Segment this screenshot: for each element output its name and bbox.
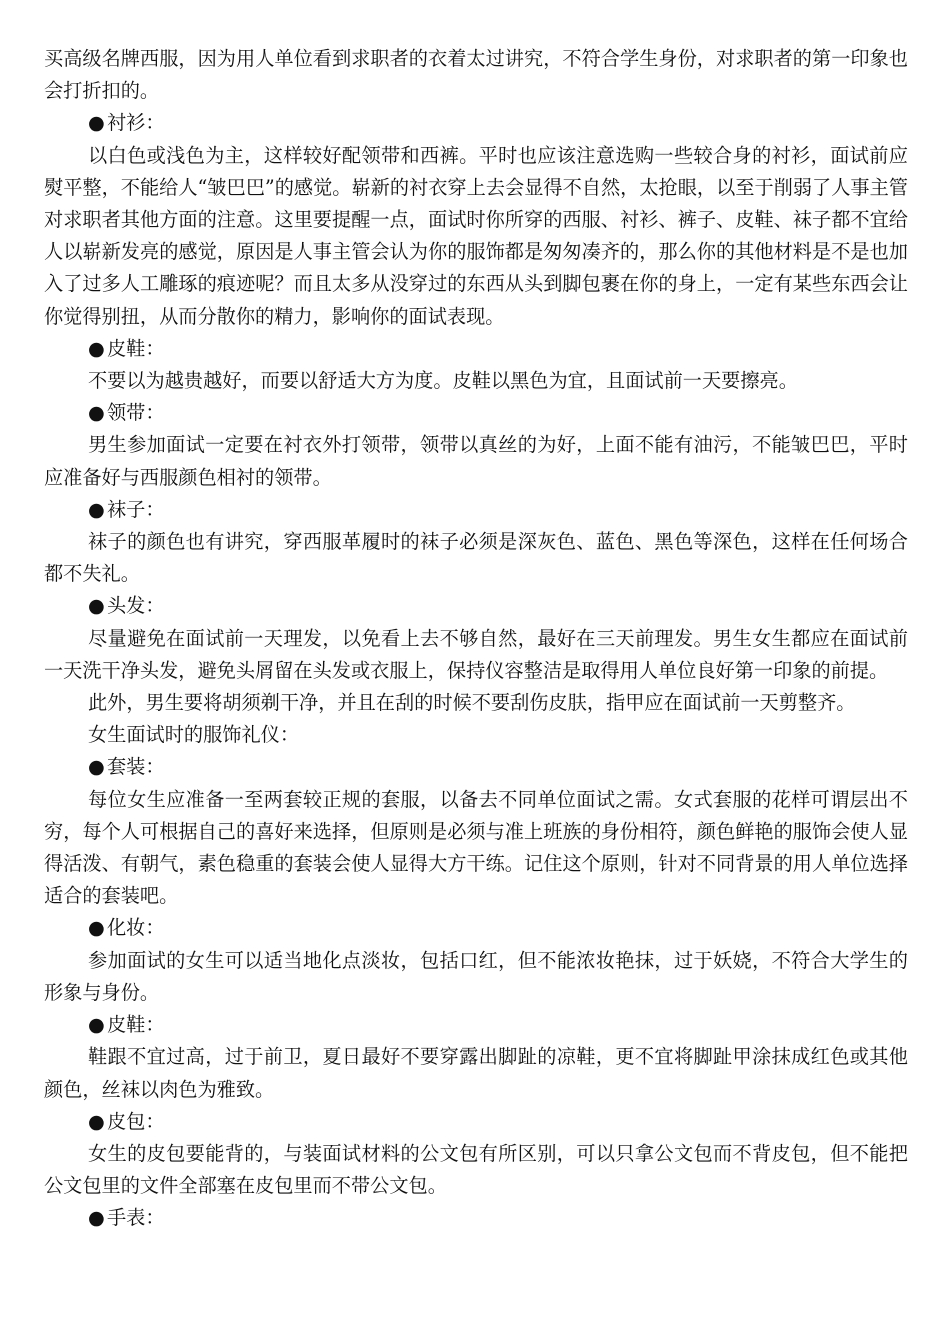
bullet-icon: ● bbox=[88, 1109, 105, 1133]
bullet-icon: ● bbox=[88, 594, 105, 618]
body-paragraph: 此外，男生要将胡须剃干净，并且在刮的时候不要刮伤皮肤，指甲应在面试前一天剪整齐。 bbox=[88, 691, 856, 715]
heading-text: 皮鞋： bbox=[107, 1013, 165, 1037]
document-page bbox=[44, 43, 908, 1235]
section-heading bbox=[44, 912, 908, 944]
section-heading bbox=[44, 1106, 908, 1138]
body-paragraph: 每位女生应准备一至两套较正规的套服，以备去不同单位面试之需。女式套服的花样可谓层出不穷，每个人可根据自己的喜好来选择，但原则是必须与准上班族的身份相符，颜色鲜艳的服饰会使人显得活泼、有朝气，素色稳重的套装会使人显得大方干练。记住这个原则，针对不同背景的用人单位选择适合的套装吧。 bbox=[44, 787, 908, 908]
heading-text: 衬衫： bbox=[107, 111, 165, 135]
heading-text: 化妆： bbox=[107, 916, 165, 940]
bullet-icon: ● bbox=[88, 336, 105, 360]
body-paragraph: 女生的皮包要能背的，与装面试材料的公文包有所区别，可以只拿公文包而不背皮包，但不能把公文包里的文件全部塞在皮包里而不带公文包。 bbox=[44, 1141, 908, 1198]
heading-text: 袜子： bbox=[107, 497, 165, 521]
section-heading bbox=[44, 107, 908, 139]
body-paragraph: 参加面试的女生可以适当地化点淡妆，包括口红，但不能浓妆艳抹，过于妖娆，不符合大学生的形象与身份。 bbox=[44, 948, 908, 1004]
section-heading bbox=[44, 397, 908, 429]
heading-text: 皮鞋： bbox=[107, 336, 165, 360]
bullet-icon: ● bbox=[88, 916, 105, 940]
body-paragraph: 尽量避免在面试前一天理发，以免看上去不够自然，最好在三天前理发。男生女生都应在面试前一天洗干净头发，避免头屑留在头发或衣服上，保持仪容整洁是取得用人单位良好第一印象的前提。 bbox=[44, 626, 908, 682]
body-paragraph: 袜子的颜色也有讲究，穿西服革履时的袜子必须是深灰色、蓝色、黑色等深色，这样在任何场合都不失礼。 bbox=[44, 530, 908, 586]
body-paragraph: 鞋跟不宜过高，过于前卫，夏日最好不要穿露出脚趾的凉鞋，更不宜将脚趾甲涂抹成红色或其他颜色，丝袜以肉色为雅致。 bbox=[44, 1045, 908, 1101]
bullet-icon: ● bbox=[88, 497, 105, 521]
continued-paragraph: 买高级名牌西服，因为用人单位看到求职者的衣着太过讲究，不符合学生身份，对求职者的第一印象也会打折扣的。 bbox=[44, 47, 908, 103]
heading-text: 手表： bbox=[107, 1206, 165, 1230]
body-paragraph: 不要以为越贵越好，而要以舒适大方为度。皮鞋以黑色为宜，且面试前一天要擦亮。 bbox=[88, 369, 798, 393]
body-paragraph: 以白色或浅色为主，这样较好配领带和西裤。平时也应该注意选购一些较合身的衬衫，面试前应熨平整，不能给人“皱巴巴”的感觉。崭新的衬衣穿上去会显得不自然，太抢眼，以至于削弱了人事主管对求职者其他方面的注意。这里要提醒一点，面试时你所穿的西服、衬衫、裤子、皮鞋、袜子都不宜给人以崭新发亮的感觉，原因是人事主管会认为你的服饰都是匆匆凑齐的，那么你的其他材料是不是也加入了过多人工雕琢的痕迹呢？而且太多从没穿过的东西从头到脚包裹在你的身上，一定有某些东西会让你觉得别扭，从而分散你的精力，影响你的面试表现。 bbox=[44, 143, 908, 328]
heading-text: 套装： bbox=[107, 755, 165, 779]
bullet-icon: ● bbox=[88, 401, 105, 425]
section-heading bbox=[44, 494, 908, 526]
heading-text: 头发： bbox=[107, 594, 165, 618]
bullet-icon: ● bbox=[88, 111, 105, 135]
section-heading bbox=[44, 1202, 908, 1234]
section-heading bbox=[44, 590, 908, 622]
bullet-icon: ● bbox=[88, 1206, 105, 1230]
heading-text: 领带： bbox=[107, 401, 165, 425]
body-paragraph: 男生参加面试一定要在衬衣外打领带，领带以真丝的为好，上面不能有油污，不能皱巴巴，平时应准备好与西服颜色相衬的领带。 bbox=[44, 433, 908, 489]
heading-text: 皮包： bbox=[107, 1109, 165, 1133]
bullet-icon: ● bbox=[88, 755, 105, 779]
bullet-icon: ● bbox=[88, 1013, 105, 1037]
section-heading bbox=[44, 751, 908, 783]
section-heading bbox=[44, 333, 908, 365]
body-paragraph: 女生面试时的服饰礼仪： bbox=[88, 723, 300, 747]
section-heading bbox=[44, 1009, 908, 1041]
